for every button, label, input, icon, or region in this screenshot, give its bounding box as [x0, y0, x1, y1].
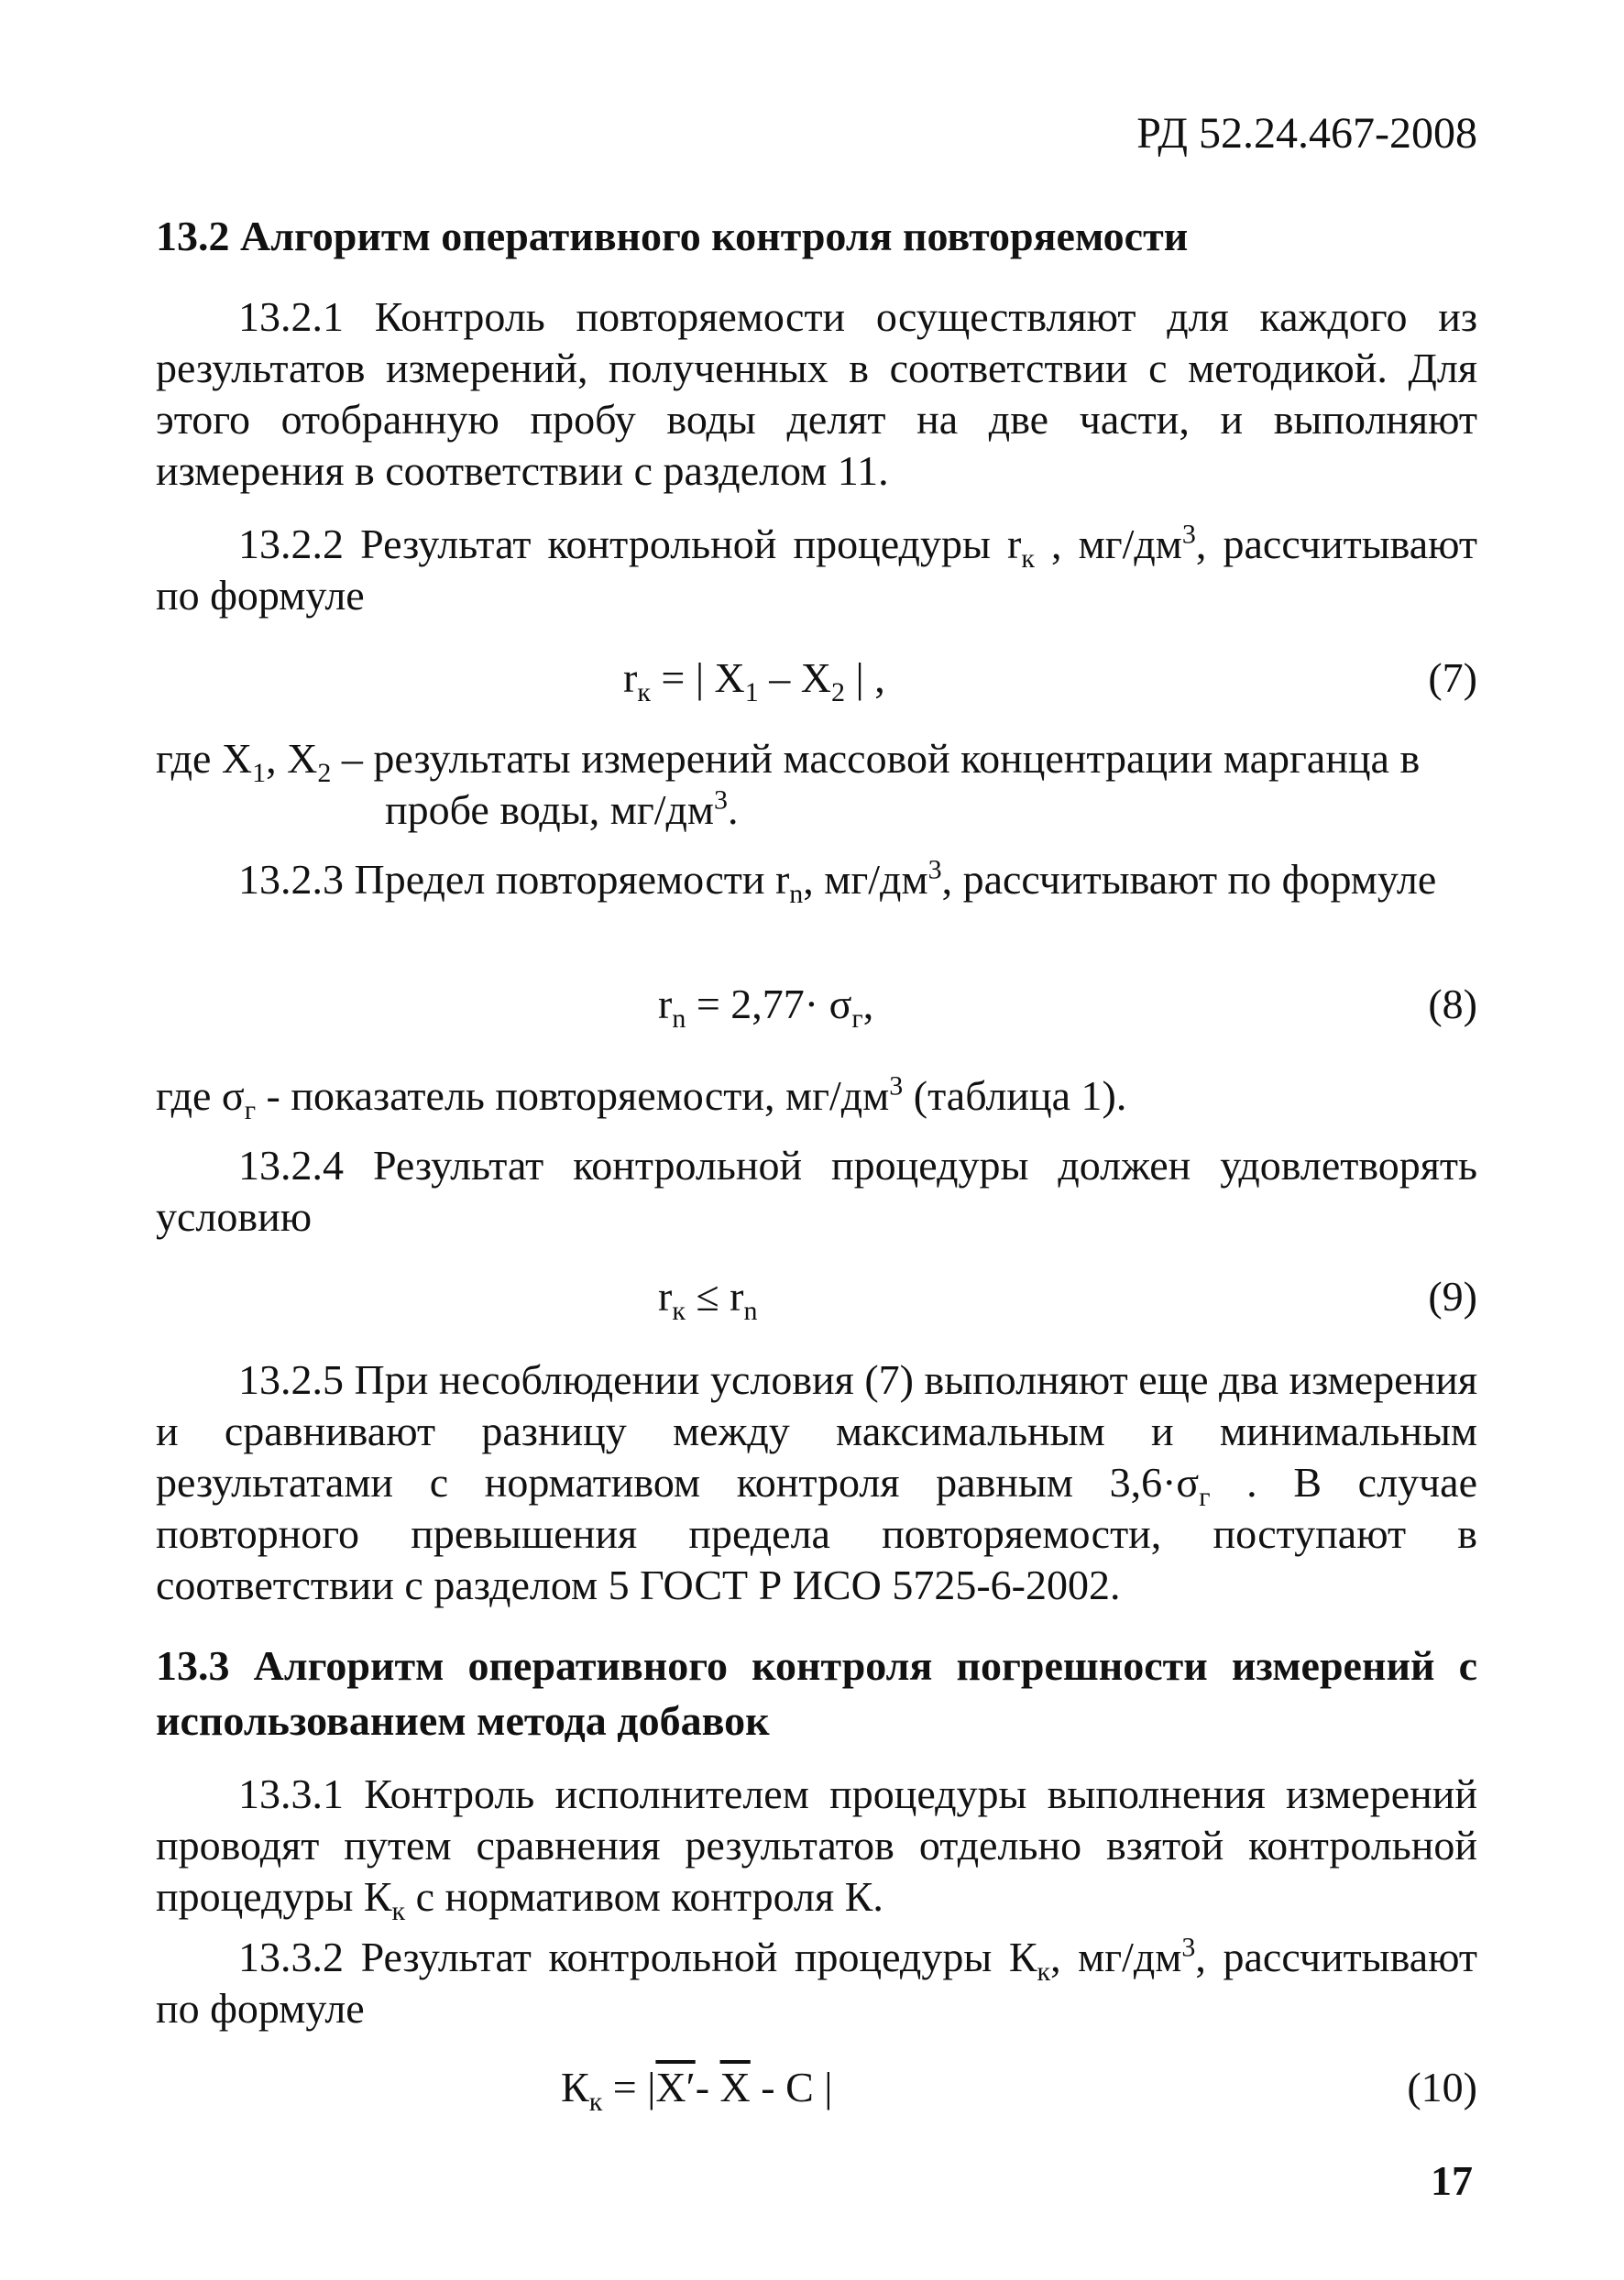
formula-8 [0, 977, 1624, 1035]
where-clause-7: где $X_1$, $X_2$ – результаты измерений массовой концентрации марганца в пробе воды, $мг/дм^3$. [156, 735, 1421, 833]
paragraph-13-2-5: 13.2.5 При несоблюдении условия (7) выполняют еще два измерения и сравнивают разницу между максимальным и минимальным результатами с нормативом контроля равным $3,6\cdot\sigma_г$ . В случае повторного превышения предела повторяемости, поступают в соответствии с разделом 5 ГОСТ Р ИСО 5725-6-2002. [156, 1356, 1477, 1608]
document-number: РД 52.24.467-2008 [1136, 109, 1477, 158]
section-13-3-heading: 13.3 Алгоритм оперативного контроля погрешности измерений с использованием метода добавок [156, 1642, 1477, 1744]
formula-7-expression: $r_к$ = | $X_1 - X_2$ | , [623, 654, 885, 708]
paragraph-13-3-2: 13.3.2 Результат контрольной процедуры $К_к$, $мг/дм^3$, рассчитывают по формуле [156, 1932, 1477, 2032]
page-number: 17 [1431, 2157, 1473, 2204]
formula-9-expression: $r_к \le r_n$ [658, 1273, 758, 1327]
paragraph-13-2-1: 13.2.1 Контроль повторяемости осуществляют для каждого из результатов измерений, полученных в соответствии с методикой. Для этого отобранную пробу воды делят на две части, и выполняют измерения в соответствии с разделом 11. [156, 293, 1477, 494]
equation-number-10: (10) [1407, 2064, 1477, 2110]
paragraph-13-2-4: 13.2.4 Результат контрольной процедуры должен удовлетворять условию [156, 1142, 1477, 1240]
paragraph-13-2-2: 13.2.2 Результат контрольной процедуры $r_к$ , $мг/дм^3$, рассчитывают по формуле [156, 519, 1477, 619]
formula-7 [0, 651, 1624, 706]
section-13-2-heading: 13.2 Алгоритм оперативного контроля повторяемости [156, 213, 1189, 259]
equation-number-7: (7) [1428, 654, 1477, 701]
formula-9 [0, 1269, 1624, 1327]
formula-10 [0, 2060, 1624, 2118]
paragraph-13-2-3: 13.2.3 Предел повторяемости $r_n$, $мг/дм^3$, рассчитывают по формуле [238, 854, 1437, 910]
where-clause-8: где $\sigma_г$ - показатель повторяемости, $мг/дм^3$ (таблица 1). [156, 1070, 1127, 1126]
equation-number-8: (8) [1428, 981, 1477, 1027]
paragraph-13-3-1: 13.3.1 Контроль исполнителем процедуры выполнения измерений проводят путем сравнения результатов отдельно взятой контрольной процедуры $К_к$ с нормативом контроля К. [156, 1770, 1477, 1927]
formula-10-expression: $К_к = |X'-$ $\overline{X}$ - C | [561, 2064, 833, 2118]
formula-8-expression: $r_n = 2,77\cdot \sigma_г$, [658, 981, 874, 1035]
equation-number-9: (9) [1428, 1273, 1477, 1320]
